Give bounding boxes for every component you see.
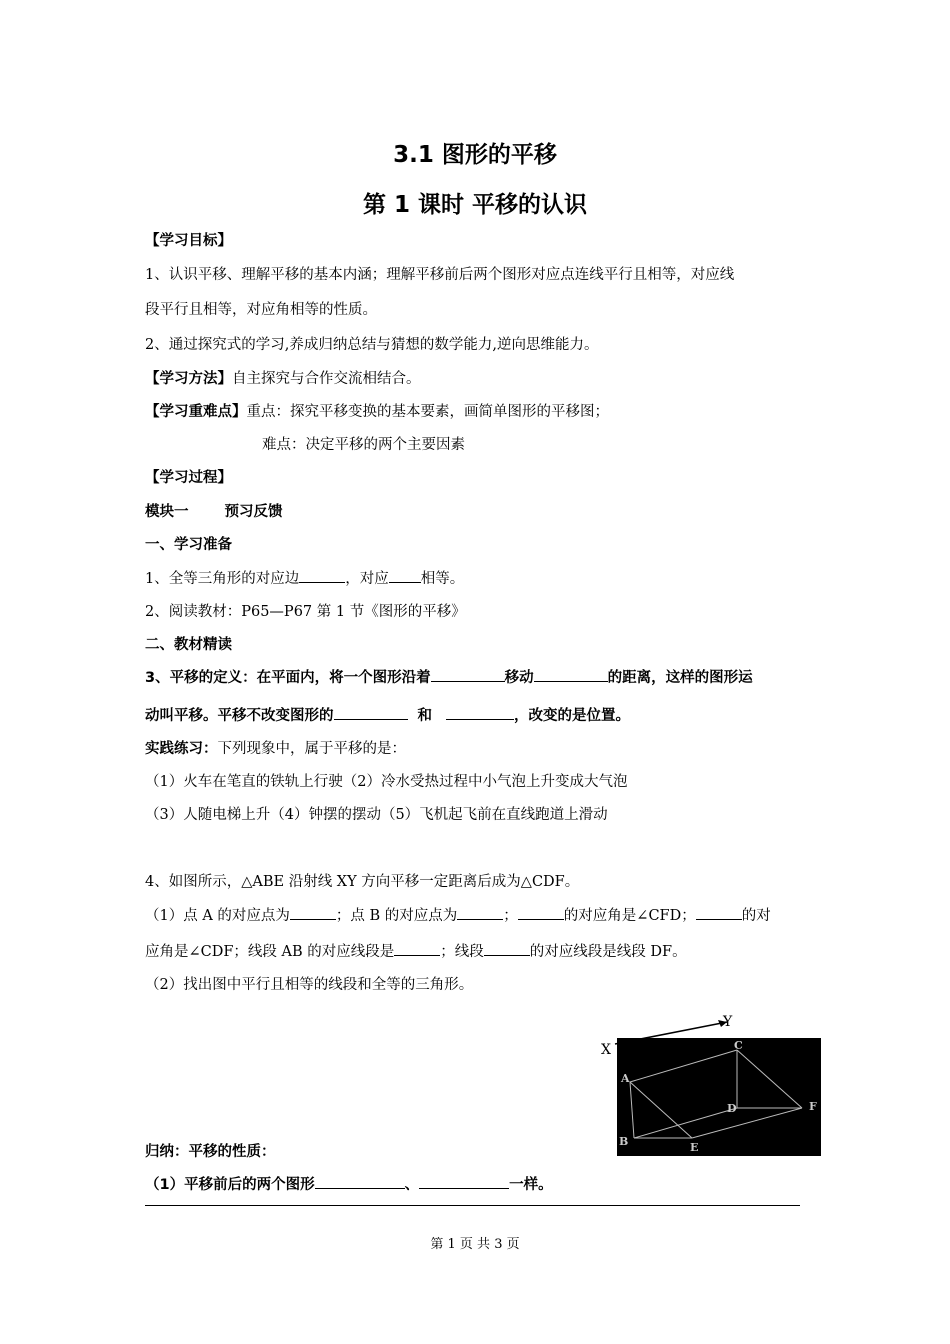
summary1-text-b: 、 [404,1177,420,1193]
label-e: E [690,1141,699,1154]
question-4: 4、如图所示，△ABE 沿射线 XY 方向平移一定距离后成为△CDF。 [145,874,580,890]
module-row [145,500,283,521]
keypoints-difficult: 难点：决定平移的两个主要因素 [262,437,465,453]
lesson-subtitle: 第 1 课时 平移的认识 [362,192,588,218]
practice-label: 实践练习： [145,741,218,757]
module-name: 预习反馈 [224,504,283,520]
q3-text-c: 的距离，这样的图形运 [607,670,753,686]
label-x: X [601,1042,611,1058]
q3-blank-3[interactable] [334,705,408,720]
keypoints-heading: 【学习重难点】 [145,404,247,420]
practice-row [145,737,406,758]
q4-text-f: 应角是∠CDF；线段 AB 的对应线段是 [145,944,395,960]
summary-item-1 [145,1173,553,1194]
footer-divider [145,1205,800,1206]
keypoints-row [145,400,609,421]
q1-blank-1[interactable] [299,568,345,583]
summary1-text-a: （1）平移前后的两个图形 [145,1177,315,1193]
practice-text: 下列现象中，属于平移的是： [217,741,406,757]
label-d: D [727,1102,737,1115]
question-1 [145,567,464,588]
label-y: Y [723,1014,733,1030]
question-4-part1-line1 [145,904,771,925]
practice-line-2: （3）人随电梯上升（4）钟摆的摆动（5）飞机起飞前在直线跑道上滑动 [145,807,608,823]
q4-text-b: ；点 B 的对应点为 [335,908,458,924]
q4-text-h: 的对应线段是线段 DF。 [529,944,687,960]
q3-text-a: 3、平移的定义：在平面内，将一个图形沿着 [145,670,431,686]
summary1-blank-1[interactable] [315,1174,405,1189]
q4-blank-5[interactable] [394,941,440,956]
q4-blank-3[interactable] [518,905,564,920]
q4-text-c: ； [503,908,518,924]
summary-heading: 归纳：平移的性质： [145,1144,276,1160]
objective-1-line1: 1、认识平移、理解平移的基本内涵；理解平移前后两个图形对应点连线平行且相等，对应线 [145,267,735,283]
q1-blank-2[interactable] [389,568,421,583]
question-4-part2: （2）找出图中平行且相等的线段和全等的三角形。 [145,977,474,993]
method-heading: 【学习方法】 [145,371,232,387]
q4-blank-6[interactable] [484,941,530,956]
objectives-heading: 【学习目标】 [145,233,232,249]
q3-text-e: 和 [417,708,432,724]
label-c: C [734,1039,743,1052]
module-label: 模块一 [145,504,189,520]
objective-1-line2: 段平行且相等，对应角相等的性质。 [145,302,377,318]
section-2-heading: 二、教材精读 [145,637,232,653]
process-heading: 【学习过程】 [145,470,232,486]
question-4-part1-line2 [145,940,687,961]
label-a: A [621,1072,630,1085]
q3-text-f: ，改变的是位置。 [514,708,630,724]
q4-text-a: （1）点 A 的对应点为 [145,908,290,924]
q4-text-g: ；线段 [440,944,484,960]
q4-text-e: 的对 [741,908,771,924]
q3-text-b: 移动 [504,670,534,686]
q4-text-d: 的对应角是∠CFD； [563,908,696,924]
q3-blank-1[interactable] [431,667,505,682]
q4-blank-2[interactable] [457,905,503,920]
question-3-line1 [145,666,753,687]
q4-blank-4[interactable] [696,905,742,920]
q3-blank-2[interactable] [534,667,608,682]
summary1-blank-2[interactable] [419,1174,509,1189]
q1-text-c: 相等。 [420,571,465,587]
translation-figure [597,1012,827,1162]
q3-blank-4[interactable] [446,705,514,720]
method-row [145,367,421,388]
q4-blank-1[interactable] [290,905,336,920]
question-3-line2 [145,704,630,725]
page-title: 3.1 图形的平移 [393,142,557,168]
keypoints-key: 重点：探究平移变换的基本要素，画简单图形的平移图； [246,404,609,420]
q1-text-b: ，对应 [345,571,389,587]
question-2: 2、阅读教材：P65—P67 第 1 节《图形的平移》 [145,604,466,620]
method-text: 自主探究与合作交流相结合。 [232,371,421,387]
label-b: B [619,1135,629,1148]
summary1-text-c: 一样。 [509,1177,553,1193]
practice-line-1: （1）火车在笔直的铁轨上行驶（2）冷水受热过程中小气泡上升变成大气泡 [145,774,628,790]
objective-2: 2、通过探究式的学习,养成归纳总结与猜想的数学能力,逆向思维能力。 [145,337,599,353]
page-footer: 第 1 页 共 3 页 [430,1237,520,1252]
q3-text-d: 动叫平移。平移不改变图形的 [145,708,334,724]
q1-text-a: 1、全等三角形的对应边 [145,571,300,587]
label-f: F [809,1100,817,1113]
section-1-heading: 一、学习准备 [145,537,232,553]
